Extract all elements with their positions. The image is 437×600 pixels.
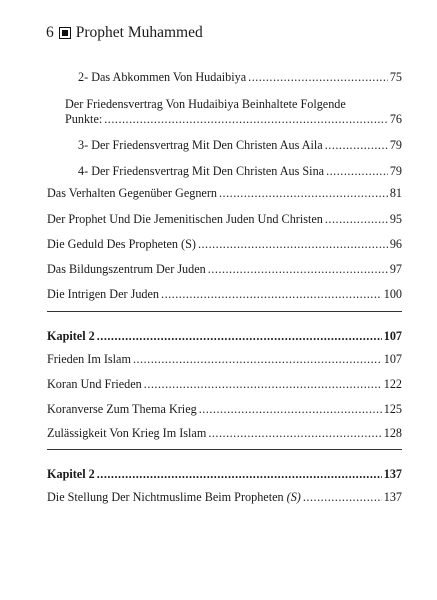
leader-dots (97, 329, 382, 344)
toc-entry[interactable] (47, 352, 402, 367)
section-divider (47, 311, 402, 312)
toc-entry-title: 3- Der Friedensvertrag Mit Den Christen Aus Aila (78, 138, 323, 152)
toc-entry-page: 95 (389, 212, 402, 226)
toc-chapter-heading[interactable] (47, 467, 402, 482)
toc-entry[interactable] (78, 138, 402, 153)
toc-entry-title-italic: (S) (286, 490, 301, 504)
toc-entry[interactable] (78, 164, 402, 179)
leader-dots (97, 467, 382, 482)
toc-entry-title: Das Bildungszentrum Der Juden (47, 262, 206, 276)
leader-dots (248, 70, 388, 85)
toc-entry-page: 100 (383, 287, 402, 301)
toc-entry-title: Die Stellung Der Nichtmuslime Beim Propheten (47, 490, 284, 504)
toc-entry[interactable] (47, 377, 402, 392)
toc-entry-title: 2- Das Abkommen Von Hudaibiya (78, 70, 247, 84)
leader-dots (219, 186, 388, 201)
toc-entry-title: Frieden Im Islam (47, 352, 131, 366)
toc-entry-title: 4- Der Friedensvertrag Mit Den Christen Aus Sina (78, 164, 325, 178)
toc-entry-title: Der Prophet Und Die Jemenitischen Juden Und Christen (47, 212, 323, 226)
toc-entry-page: 122 (383, 377, 402, 391)
toc-entry-page: 125 (383, 402, 402, 416)
leader-dots (325, 212, 388, 227)
page-header (46, 24, 203, 42)
toc-entry[interactable] (47, 237, 402, 252)
toc-entry-title: Die Geduld Des Propheten (S) (47, 237, 196, 251)
toc-entry-title: Die Intrigen Der Juden (47, 287, 160, 301)
toc-entry-title: Zulässigkeit Von Krieg Im Islam (47, 426, 207, 440)
toc-entry-title-line1: Der Friedensvertrag Von Hudaibiya Beinhaltete Folgende (65, 97, 346, 111)
leader-dots (208, 262, 388, 277)
toc-entry[interactable] (47, 287, 402, 302)
toc-entry-page: 137 (383, 490, 402, 504)
toc-entry[interactable] (47, 212, 402, 227)
toc-entry-page: 107 (383, 352, 402, 366)
toc-entry-page: 81 (389, 186, 402, 200)
leader-dots (161, 287, 382, 302)
leader-dots (199, 402, 382, 417)
toc-entry[interactable] (47, 186, 402, 201)
chapter-page: 107 (383, 329, 402, 343)
chapter-page: 137 (383, 467, 402, 481)
leader-dots (325, 138, 388, 153)
page-number: 6 (46, 24, 54, 41)
toc-entry-multiline[interactable] (65, 97, 402, 127)
chapter-title: Kapitel 2 (47, 329, 95, 343)
toc-entry-page: 96 (389, 237, 402, 251)
toc-entry[interactable] (47, 426, 402, 441)
toc-chapter-heading[interactable] (47, 329, 402, 344)
toc-entry-title: Das Verhalten Gegenüber Gegnern (47, 186, 217, 200)
section-divider (47, 449, 402, 450)
toc-entry-page: 128 (383, 426, 402, 440)
square-bullet-icon (59, 27, 71, 39)
toc-entry-title-line2: Punkte: (65, 112, 103, 126)
toc-entry-page: 75 (389, 70, 402, 84)
leader-dots (326, 164, 388, 179)
toc-entry-title: Koranverse Zum Thema Krieg (47, 402, 197, 416)
toc-entry[interactable] (47, 262, 402, 277)
toc-entry-page: 79 (389, 138, 402, 152)
toc-entry-title-wrap (47, 490, 301, 505)
book-title: Prophet Muhammed (75, 24, 203, 41)
toc-entry[interactable] (47, 490, 402, 505)
toc-entry-page: 79 (389, 164, 402, 178)
toc-entry[interactable] (78, 70, 402, 85)
leader-dots (104, 112, 388, 127)
toc-entry-page: 97 (389, 262, 402, 276)
leader-dots (208, 426, 381, 441)
leader-dots (144, 377, 382, 392)
toc-entry[interactable] (47, 402, 402, 417)
toc-entry-title: Koran Und Frieden (47, 377, 142, 391)
leader-dots (198, 237, 388, 252)
chapter-title: Kapitel 2 (47, 467, 95, 481)
toc-entry-page: 76 (389, 112, 402, 126)
leader-dots (133, 352, 382, 367)
leader-dots (303, 490, 382, 505)
